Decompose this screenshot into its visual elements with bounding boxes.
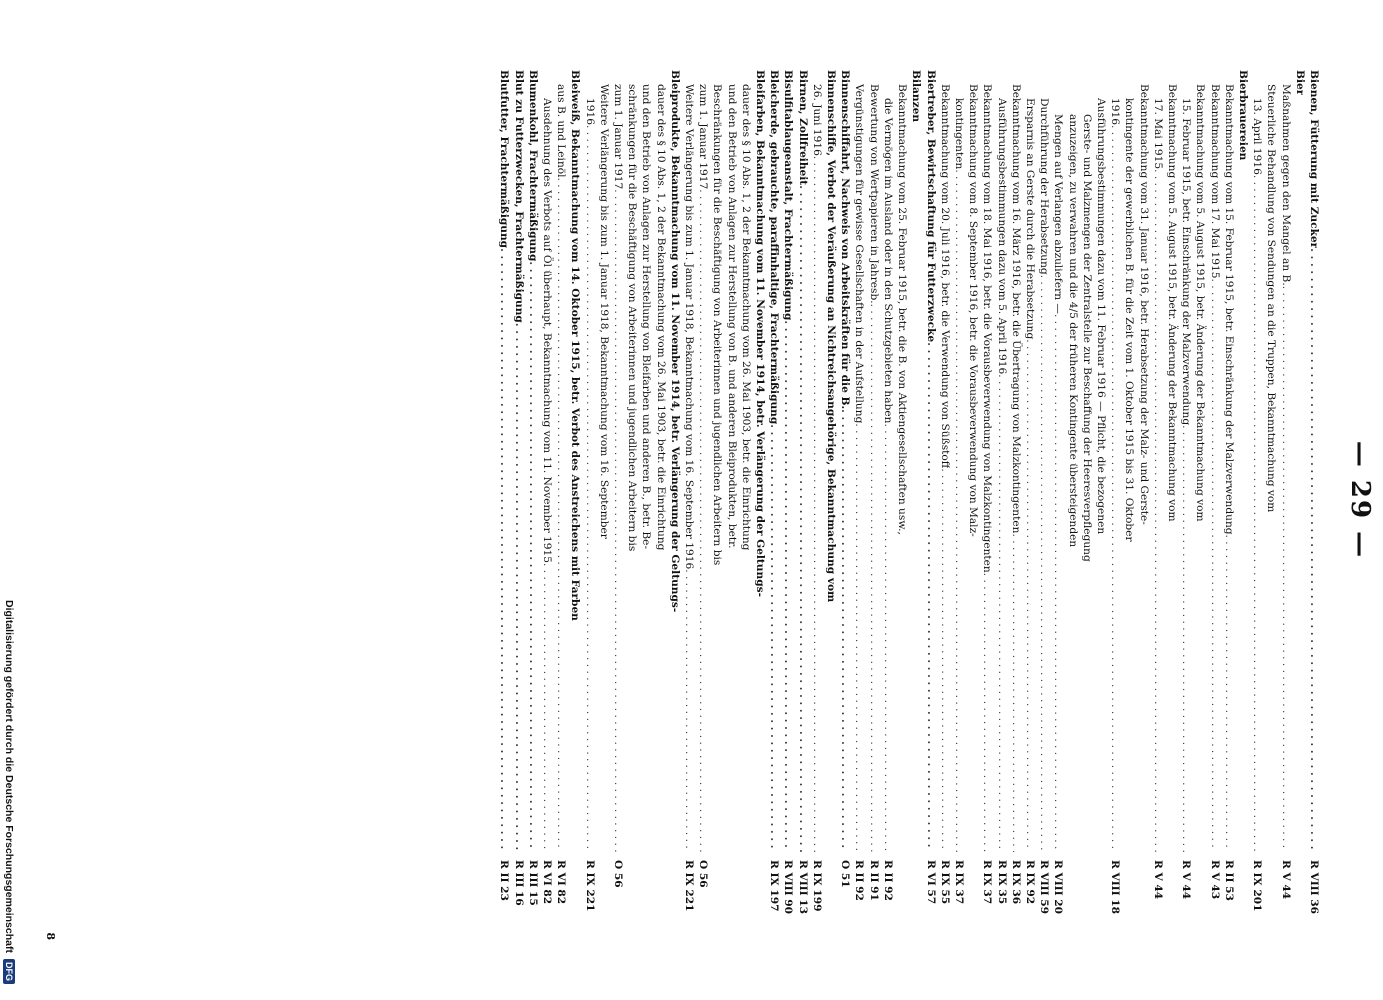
index-entry (526, 70, 540, 950)
entry-text: 26. Juni 1916 (810, 84, 823, 156)
entry-text: 1916 (583, 98, 596, 125)
page-number: — 29 — (1345, 440, 1375, 560)
entry-text: kontingente der gewerblichen B. für die Zeit vom 1. Oktober 1915 bis 31. Oktober (1123, 98, 1136, 542)
dot-leader (511, 323, 525, 852)
index-entry (1037, 70, 1051, 950)
index-entry (540, 70, 554, 950)
dot-leader (767, 424, 781, 852)
entry-reference: O 56 (612, 860, 625, 888)
entry-text: Bierbrauereien (1236, 70, 1249, 161)
entry-text: aus B. und Leinöl (555, 84, 568, 178)
index-entry (597, 70, 611, 950)
dot-leader (881, 423, 895, 852)
entry-reference: R IX 37 (981, 860, 994, 905)
dot-leader (1023, 339, 1037, 852)
entry-text: Birnen, Zollfreiheit (796, 70, 809, 186)
dot-leader (1207, 278, 1221, 852)
index-entry (909, 70, 923, 950)
entry-text: Bisulfitablaugeanstalt, Frachtermäßigung (782, 70, 795, 321)
entry-reference: R VI 82 (555, 860, 568, 905)
index-entry (1293, 70, 1307, 950)
entry-text: Bleifarben, Bekanntmachung vom 11. November 1914, betr. Verlängerung der Geltungs- (754, 70, 767, 597)
index-entry (966, 70, 980, 950)
index-entry (1193, 70, 1207, 950)
entry-reference: R IX 37 (952, 860, 965, 905)
entry-text: Steuerliche Behandlung von Sendungen an die Truppen, Bekanntmachung vom (1265, 84, 1278, 513)
index-entry (994, 70, 1008, 950)
dot-leader (923, 342, 937, 852)
entry-text: Blutfutter, Frachtermäßigung (498, 70, 511, 249)
entry-text: Beschränkungen für die Beschäftigung von Arbeiterinnen und jugendlichen Arbeitern bis (711, 84, 724, 566)
index-list (497, 70, 1321, 950)
entry-reference: R IX 221 (583, 860, 596, 912)
entry-reference: R VIII 59 (1038, 860, 1051, 915)
index-entry (1108, 70, 1122, 950)
dot-leader (497, 248, 511, 852)
entry-text: Bekanntmachung vom 25. Februar 1915, betr. die B. von Aktiengesellschaften usw., (896, 84, 909, 535)
index-entry (1307, 70, 1321, 950)
entry-text: Bleiprodukte, Bekanntmachung vom 11. November 1914, betr. Verlängerung der Geltungs- (668, 70, 681, 613)
index-entry (511, 70, 525, 950)
entry-reference: R III 15 (526, 860, 539, 906)
index-entry (710, 70, 724, 950)
entry-text: Bekanntmachung vom 16. März 1916, betr. die Übertragung von Malzkontingenten (1009, 84, 1022, 534)
entry-reference: R IX 92 (1023, 860, 1036, 905)
index-entry (852, 70, 866, 950)
dot-leader (554, 178, 568, 852)
entry-text: Mengen auf Verlangen abzuliefern — (1052, 114, 1065, 314)
entry-reference: R VI 57 (924, 860, 937, 905)
entry-reference: R IX 197 (768, 860, 781, 912)
entry-reference: R V 43 (1208, 860, 1221, 900)
index-entry (923, 70, 937, 950)
dot-leader (938, 468, 952, 852)
dot-leader (1037, 275, 1051, 852)
index-entry (568, 70, 582, 950)
index-entry (1051, 70, 1065, 950)
index-entry (810, 70, 824, 950)
index-entry (1222, 70, 1236, 950)
entry-text: zum 1. Januar 1917 (612, 84, 625, 190)
index-entry (1009, 70, 1023, 950)
entry-reference: R V 44 (1151, 860, 1164, 900)
index-entry (781, 70, 795, 950)
index-entry (554, 70, 568, 950)
entry-text: 17. Mai 1915 (1151, 98, 1164, 170)
entry-text: Binnenschiffahrt, Nachweis von Arbeitskräften für die B. (839, 70, 852, 410)
index-entry (724, 70, 738, 950)
dot-leader (1307, 248, 1321, 852)
dot-leader (810, 156, 824, 852)
entry-text: Maßnahmen gegen den Mangel an B. (1279, 84, 1292, 286)
dot-leader (1278, 286, 1292, 852)
entry-reference: R IX 201 (1251, 860, 1264, 912)
entry-reference: R II 23 (498, 860, 511, 901)
index-entry (1179, 70, 1193, 950)
dot-leader (1151, 169, 1165, 852)
dot-leader (1009, 533, 1023, 852)
entry-reference: R VIII 90 (782, 860, 795, 915)
entry-text: Blut zu Futterzwecken, Frachtermäßigung (512, 70, 525, 323)
index-entry (639, 70, 653, 950)
dot-leader (795, 185, 809, 852)
index-entry (795, 70, 809, 950)
index-entry (653, 70, 667, 950)
entry-text: Weitere Verlängerung bis zum 1. Januar 1918, Bekanntmachung vom 16. September (597, 84, 610, 539)
entry-reference: R III 16 (512, 860, 525, 906)
entry-reference: R IX 221 (683, 860, 696, 912)
entry-text: Bekanntmachung vom 18. Mai 1916, betr. die Vorausbeverwendung von Malzkontingenten (981, 84, 994, 573)
index-entry (682, 70, 696, 950)
entry-text: Bekanntmachung vom 31. Januar 1916, betr. Herabsetzung der Malz- und Gerste- (1137, 84, 1150, 525)
index-entry (497, 70, 511, 950)
dot-leader (540, 563, 554, 852)
entry-reference: R V 44 (1180, 860, 1193, 900)
dot-leader (582, 125, 596, 852)
index-entry (1065, 70, 1079, 950)
dfg-logo: DFG (3, 959, 15, 984)
entry-reference: R VIII 36 (1308, 860, 1320, 915)
entry-text: 15. Februar 1915, betr. Einschränkung der Malzverwendung (1180, 98, 1193, 426)
entry-text: Bleiweiß, Bekanntmachung vom 14. Oktober 1915, betr. Verbot des Anstreichens mit Farben (569, 70, 582, 621)
index-entry (696, 70, 710, 950)
entry-reference: R II 91 (867, 860, 880, 901)
entry-text: anzuzeigen, zu verwahren und die 4/5 der früheren Kontingente übersteigenden (1066, 114, 1079, 548)
entry-text: Bekanntmachung vom 5. August 1915, betr. Änderung der Bekanntmachung vom (1194, 84, 1207, 522)
index-entry (1080, 70, 1094, 950)
entry-reference: R VI 82 (541, 860, 554, 905)
dot-leader (1051, 314, 1065, 852)
dot-leader (696, 189, 710, 852)
entry-text: und den Betrieb von Anlagen zur Herstellung von Bleifarben und anderen B., betr. Be- (640, 84, 653, 550)
digitization-credit (0, 600, 18, 1000)
dot-leader (980, 573, 994, 852)
entry-reference: R VIII 20 (1052, 860, 1065, 915)
entry-text: schränkungen für die Beschäftigung von Arbeiterinnen und jugendlichen Arbeitern bis (626, 84, 639, 552)
dot-leader (1250, 175, 1264, 852)
entry-reference: O 51 (839, 860, 852, 888)
entry-text: dauer des § 10 Abs. 1, 2 der Bekanntmachung vom 26. Mai 1903, betr. die Einrichtung (739, 84, 752, 551)
entry-text: 1916 (1109, 98, 1122, 125)
entry-reference: R IX 35 (995, 860, 1008, 905)
dot-leader (952, 169, 966, 852)
entry-reference: R IX 55 (938, 860, 951, 905)
index-entry (582, 70, 596, 950)
entry-text: Durchführung der Herabsetzung (1038, 98, 1051, 275)
entry-text: Bewertung von Wertpapieren in Jahresb. (867, 84, 880, 304)
entry-text: Bekanntmachung vom 15. Februar 1915, betr. Einschränkung der Malzverwendung (1222, 84, 1235, 535)
dot-leader (994, 374, 1008, 852)
entry-reference: R V 44 (1279, 860, 1292, 900)
entry-text: zum 1. Januar 1917 (697, 84, 710, 190)
index-entry (895, 70, 909, 950)
credit-text: Digitalisierung gefördert durch die Deutsche Forschungsgemeinschaft (3, 600, 15, 953)
dot-leader (682, 569, 696, 852)
entry-text: dauer des § 10 Abs. 1, 2 der Bekanntmachung vom 26. Mai 1903, betr. die Einrichtung (654, 84, 667, 551)
index-entry (952, 70, 966, 950)
index-entry (1278, 70, 1292, 950)
entry-text: Bekanntmachung vom 5. August 1915, betr. Änderung der Bekanntmachung vom (1165, 84, 1178, 522)
entry-text: Gerste- und Malzmengen der Zentralstelle zur Beschaffung der Heeresverpflegung (1080, 114, 1093, 562)
index-entry (1094, 70, 1108, 950)
footer-mark: 8 (44, 932, 57, 940)
index-entry (1264, 70, 1278, 950)
dot-leader (838, 409, 852, 852)
index-entry (767, 70, 781, 950)
entry-text: kontingenten (952, 98, 965, 170)
dot-leader (611, 189, 625, 852)
dot-leader (526, 261, 540, 852)
entry-reference: R IX 199 (810, 860, 823, 912)
dot-leader (867, 304, 881, 852)
entry-text: Binnenschiffe, Verbot der Veräußerung an Nichtreichsangehörige, Bekanntmachung vom (825, 70, 838, 603)
entry-text: Bekanntmachung vom 20. Juli 1916, betr. die Verwendung von Süßstoff (938, 84, 951, 469)
index-entry (867, 70, 881, 950)
index-entry (1122, 70, 1136, 950)
entry-reference: R VIII 13 (796, 860, 809, 915)
index-entry (1165, 70, 1179, 950)
entry-reference: R II 92 (853, 860, 866, 901)
entry-reference: R VIII 18 (1109, 860, 1122, 915)
index-entry (739, 70, 753, 950)
index-entry (1236, 70, 1250, 950)
dot-leader (1179, 425, 1193, 852)
entry-text: Weitere Verlängerung bis zum 1. Januar 1918, Bekanntmachung vom 16. September 1916 (683, 84, 696, 570)
index-entry (1023, 70, 1037, 950)
index-entry (668, 70, 682, 950)
entry-reference: R IX 36 (1009, 860, 1022, 905)
index-entry (1250, 70, 1264, 950)
index-entry (1151, 70, 1165, 950)
index-entry (980, 70, 994, 950)
entry-text: Bekanntmachung vom 17. Mai 1915 (1208, 84, 1221, 279)
index-entry (824, 70, 838, 950)
entry-text: Biertreber, Bewirtschaftung für Futterzwecke (924, 70, 937, 343)
entry-text: Vergünstigungen für gewisse Gesellschaften in der Aufstellung (853, 84, 866, 424)
index-entry (881, 70, 895, 950)
entry-reference: R II 53 (1222, 860, 1235, 901)
entry-reference: R II 92 (881, 860, 894, 901)
entry-text: Bienen, Fütterung mit Zucker (1308, 70, 1320, 249)
entry-reference: O 56 (697, 860, 710, 888)
entry-text: Bilanzen (910, 70, 923, 123)
dot-leader (1222, 535, 1236, 852)
entry-text: Ausführungsbestimmungen dazu vom 5. April 1916 (995, 98, 1008, 375)
index-entry (1207, 70, 1221, 950)
entry-text: Ausführungsbestimmungen dazu vom 11. Februar 1916 — Pflicht, die bezogenen (1094, 98, 1107, 535)
index-entry (938, 70, 952, 950)
entry-text: Ausdehnung des Verbots auf Öl überhaupt, Bekanntmachung vom 11. November 1915 (541, 98, 554, 564)
entry-text: und den Betrieb von Anlagen zur Herstellung von B. und anderen Bleiprodukten, betr. (725, 84, 738, 549)
entry-text: Bekanntmachung vom 8. September 1916, betr. die Vorausbeverwendung von Malz- (967, 84, 980, 537)
index-entry (838, 70, 852, 950)
entry-text: die Vermögen im Ausland oder in den Schutzgebieten haben (881, 98, 894, 424)
entry-text: 13. April 1916 (1251, 98, 1264, 175)
index-entry (625, 70, 639, 950)
dot-leader (781, 320, 795, 852)
index-entry (611, 70, 625, 950)
entry-text: Blumenkohl, Frachtermäßigung (526, 70, 539, 262)
index-entry (1136, 70, 1150, 950)
entry-text: Ersparnis an Gerste durch die Herabsetzung (1023, 98, 1036, 340)
dot-leader (1108, 125, 1122, 852)
index-entry (753, 70, 767, 950)
entry-text: Bleicherde, gebrauchte, paraffinhaltige, Frachtermäßigung (768, 70, 781, 425)
entry-text: Bier (1293, 70, 1306, 96)
dot-leader (852, 423, 866, 852)
